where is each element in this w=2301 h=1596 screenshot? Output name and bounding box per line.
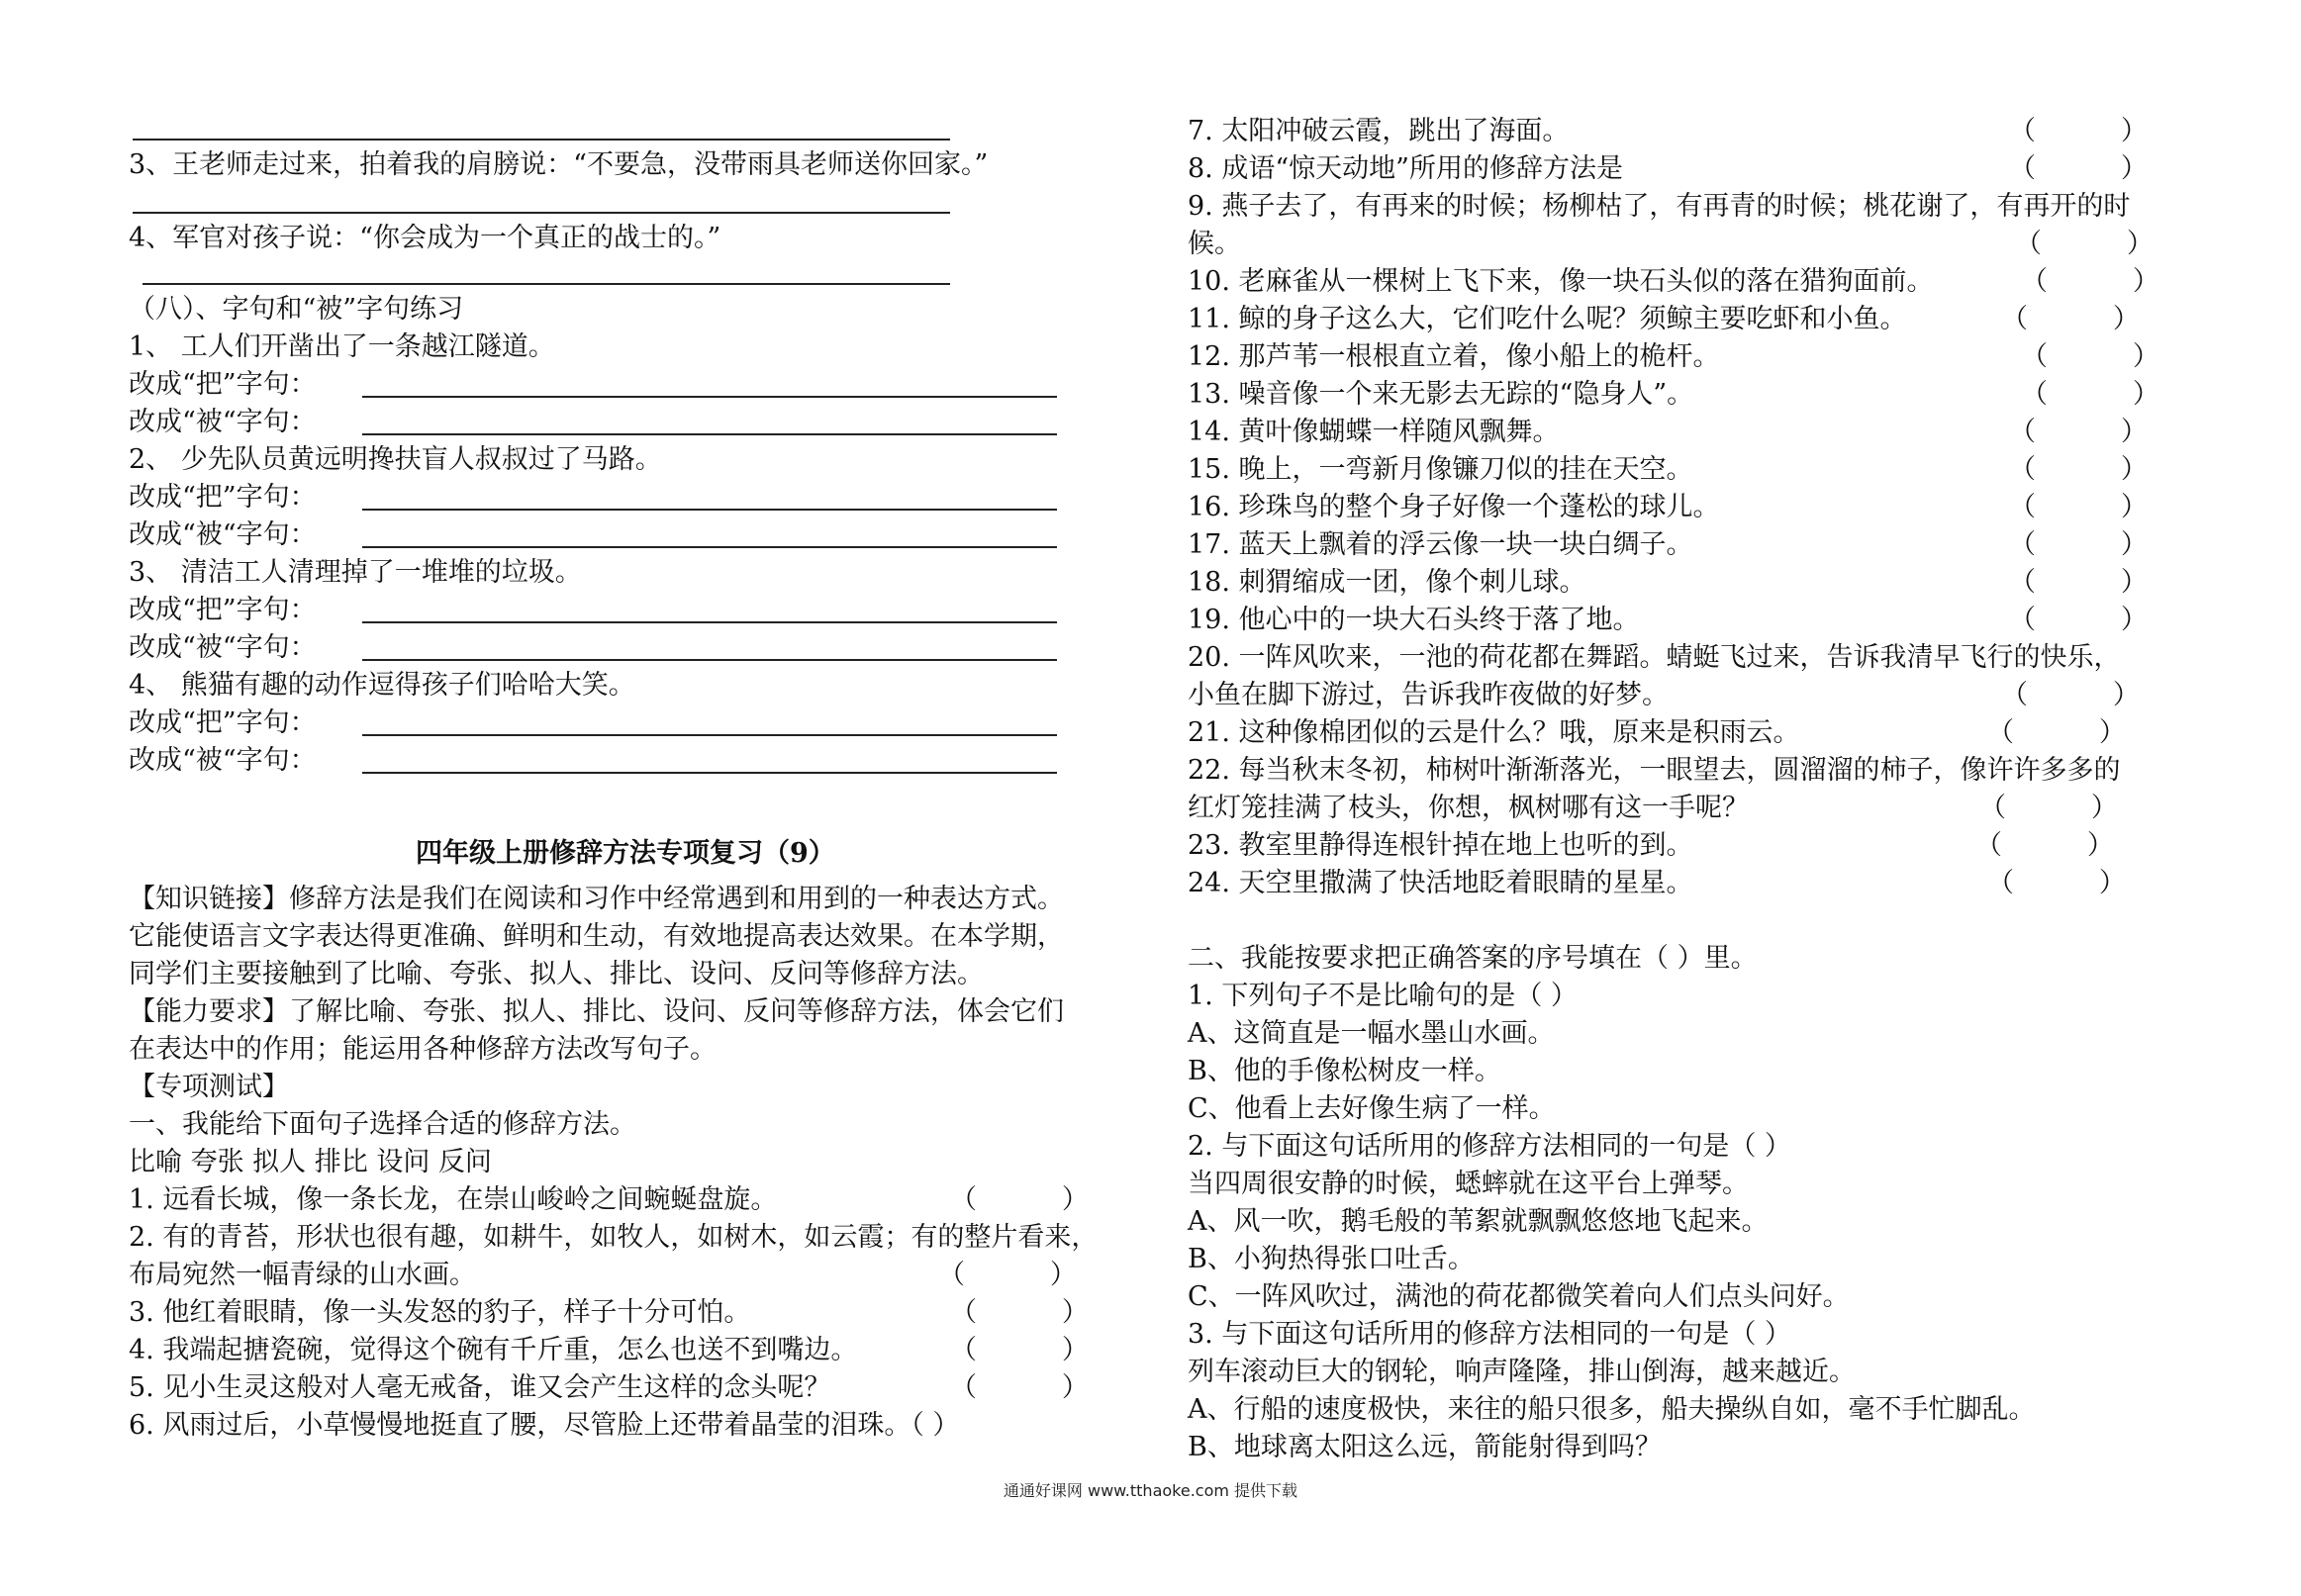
answer-line[interactable]	[133, 212, 950, 214]
question-line: 5. 见小生灵这般对人毫无戒备，谁又会产生这样的念头呢？	[129, 1372, 831, 1403]
section-title: 四年级上册修辞方法专项复习（9）	[416, 838, 835, 869]
text-line: 【能力要求】了解比喻、夸张、拟人、排比、设问、反问等修辞方法，体会它们	[129, 996, 1064, 1027]
option-line: B、地球离太阳这么远，箭能射得到吗？	[1188, 1432, 1662, 1462]
answer-blank[interactable]: （ ）	[2021, 379, 2159, 410]
option-line: B、小狗热得张口吐舌。	[1188, 1244, 1475, 1274]
answer-blank[interactable]: （ ）	[2001, 304, 2140, 334]
question-line: 3. 他红着眼睛，像一头发怒的豹子，样子十分可怕。	[129, 1297, 751, 1328]
question-line: 12. 那芦苇一根根直立着，像小船上的桅杆。	[1188, 341, 1720, 372]
answer-line[interactable]	[362, 734, 1057, 736]
question-line: 15. 晚上，一弯新月像镰刀似的挂在天空。	[1188, 454, 1693, 485]
question-line: 候。	[1188, 229, 1241, 259]
question-line: 20. 一阵风吹来，一池的荷花都在舞蹈。蜻蜓飞过来，告诉我清早飞行的快乐，	[1188, 642, 2121, 673]
answer-blank[interactable]: （ ）	[1987, 717, 2126, 748]
answer-line[interactable]	[362, 433, 1057, 435]
option-line: A、风一吹，鹅毛般的苇絮就飘飘悠悠地飞起来。	[1188, 1206, 1769, 1237]
answer-blank[interactable]: （ ）	[950, 1184, 1089, 1215]
question-line: 6. 风雨过后，小草慢慢地挺直了腰，尽管脸上还带着晶莹的泪珠。（ ）	[129, 1410, 960, 1441]
answer-line[interactable]	[362, 396, 1057, 398]
text-line: 它能使语言文字表达得更准确、鲜明和生动，有效地提高表达效果。在本学期，	[129, 921, 1064, 952]
text-line: 改成“被“字句：	[129, 745, 317, 776]
section-heading: 二、我能按要求把正确答案的序号填在（ ）里。	[1188, 943, 1758, 974]
question-line: 1. 远看长城，像一条长龙，在崇山峻岭之间蜿蜒盘旋。	[129, 1184, 778, 1215]
question-line: 红灯笼挂满了枝头，你想，枫树哪有这一手呢？	[1188, 793, 1749, 823]
answer-blank[interactable]: （ ）	[1979, 793, 2118, 823]
option-line: C、一阵风吹过，满池的荷花都微笑着向人们点头问好。	[1188, 1281, 1850, 1312]
question-line: 22. 每当秋末冬初，柿树叶渐渐落光，一眼望去，圆溜溜的柿子，像许许多多的	[1188, 755, 2121, 786]
question-line: 3. 与下面这句话所用的修辞方法相同的一句是（ ）	[1188, 1319, 1791, 1350]
question-line: 4. 我端起搪瓷碗，觉得这个碗有千斤重，怎么也送不到嘴边。	[129, 1335, 858, 1365]
answer-blank[interactable]: （ ）	[2001, 680, 2140, 710]
question-line: 23. 教室里静得连根针掉在地上也听的到。	[1188, 830, 1693, 861]
answer-blank[interactable]: （ ）	[950, 1335, 1089, 1365]
answer-line[interactable]	[362, 621, 1057, 623]
answer-blank[interactable]: （ ）	[2009, 153, 2148, 184]
text-line: 改成“把”字句：	[129, 369, 317, 400]
answer-blank[interactable]: （ ）	[2009, 116, 2148, 146]
question-line: 布局宛然一幅青绿的山水画。	[129, 1260, 476, 1290]
text-line: 3、王老师走过来，拍着我的肩膀说：“不要急，没带雨具老师送你回家。”	[129, 149, 989, 180]
option-line: C、他看上去好像生病了一样。	[1188, 1093, 1556, 1124]
question-line: 16. 珍珠鸟的整个身子好像一个蓬松的球儿。	[1188, 492, 1720, 522]
answer-line[interactable]	[362, 546, 1057, 548]
option-line: A、这简直是一幅水墨山水画。	[1188, 1018, 1555, 1049]
answer-line[interactable]	[362, 509, 1057, 511]
text-line: 改成“被“字句：	[129, 632, 317, 663]
text-line: 2、 少先队员黄远明搀扶盲人叔叔过了马路。	[129, 444, 662, 475]
question-line: 7. 太阳冲破云霞，跳出了海面。	[1188, 116, 1570, 146]
answer-line[interactable]	[133, 139, 950, 141]
text-line: 改成“被“字句：	[129, 519, 317, 550]
text-line: 4、 熊猫有趣的动作逗得孩子们哈哈大笑。	[129, 670, 635, 701]
text-line: 改成“把”字句：	[129, 595, 317, 625]
question-line: 13. 噪音像一个来无影去无踪的“隐身人”。	[1188, 379, 1694, 410]
question-line: 2. 与下面这句话所用的修辞方法相同的一句是（ ）	[1188, 1131, 1791, 1162]
text-line: 3、 清洁工人清理掉了一堆堆的垃圾。	[129, 557, 582, 588]
text-line: 当四周很安静的时候，蟋蟀就在这平台上弹琴。	[1188, 1169, 1749, 1199]
answer-blank[interactable]: （ ）	[1975, 830, 2114, 861]
footer-credit: 通通好课网 www.tthaoke.com 提供下载	[1003, 1481, 1298, 1500]
question-line: 17. 蓝天上飘着的浮云像一块一块白绸子。	[1188, 529, 1693, 560]
answer-blank[interactable]: （ ）	[938, 1260, 1077, 1290]
answer-blank[interactable]: （ ）	[2009, 454, 2148, 485]
answer-blank[interactable]: （ ）	[2009, 417, 2148, 447]
question-line: 小鱼在脚下游过，告诉我昨夜做的好梦。	[1188, 680, 1669, 710]
text-line: 比喻 夸张 拟人 排比 设问 反问	[129, 1147, 492, 1177]
text-line: 4、军官对孩子说：“你会成为一个真正的战士的。”	[129, 223, 721, 253]
answer-blank[interactable]: （ ）	[2009, 605, 2148, 635]
answer-blank[interactable]: （ ）	[2021, 341, 2159, 372]
text-line: 改成“把”字句：	[129, 707, 317, 738]
text-line: 【知识链接】修辞方法是我们在阅读和习作中经常遇到和用到的一种表达方式。	[129, 884, 1064, 914]
answer-line[interactable]	[143, 283, 950, 285]
question-line: 1. 下列句子不是比喻句的是（ ）	[1188, 981, 1578, 1011]
question-line: 10. 老麻雀从一棵树上飞下来，像一块石头似的落在猎狗面前。	[1188, 266, 1934, 297]
answer-blank[interactable]: （ ）	[2021, 266, 2159, 297]
answer-blank[interactable]: （ ）	[2009, 567, 2148, 598]
text-line: 同学们主要接触到了比喻、夸张、拟人、排比、设问、反问等修辞方法。	[129, 959, 984, 989]
text-line: 一、我能给下面句子选择合适的修辞方法。	[129, 1109, 636, 1140]
question-line: 18. 刺猬缩成一团，像个刺儿球。	[1188, 567, 1586, 598]
question-line: 8. 成语“惊天动地”所用的修辞方法是	[1188, 153, 1623, 184]
text-line: 【专项测试】	[129, 1072, 289, 1102]
question-line: 21. 这种像棉团似的云是什么？哦，原来是积雨云。	[1188, 717, 1800, 748]
question-line: 14. 黄叶像蝴蝶一样随风飘舞。	[1188, 417, 1560, 447]
option-line: A、行船的速度极快，来往的船只很多，船夫操纵自如，毫不手忙脚乱。	[1188, 1394, 2036, 1425]
option-line: B、他的手像松树皮一样。	[1188, 1056, 1501, 1086]
question-line: 2. 有的青苔，形状也很有趣，如耕牛，如牧人，如树木，如云霞；有的整片看来，	[129, 1222, 1099, 1253]
text-line: 列车滚动巨大的钢轮，响声隆隆，排山倒海，越来越近。	[1188, 1357, 1856, 1387]
answer-blank[interactable]: （ ）	[950, 1297, 1089, 1328]
answer-blank[interactable]: （ ）	[950, 1372, 1089, 1403]
answer-line[interactable]	[362, 772, 1057, 774]
answer-blank[interactable]: （ ）	[2015, 229, 2154, 259]
answer-blank[interactable]: （ ）	[2009, 529, 2148, 560]
question-line: 11. 鲸的身子这么大，它们吃什么呢？须鲸主要吃虾和小鱼。	[1188, 304, 1907, 334]
question-line: 9. 燕子去了，有再来的时候；杨柳枯了，有再青的时候；桃花谢了，有再开的时	[1188, 191, 2131, 222]
question-line: 24. 天空里撒满了快活地眨着眼睛的星星。	[1188, 868, 1693, 898]
text-line: 在表达中的作用；能运用各种修辞方法改写句子。	[129, 1034, 717, 1065]
text-line: 1、 工人们开凿出了一条越江隧道。	[129, 331, 555, 362]
answer-blank[interactable]: （ ）	[2009, 492, 2148, 522]
answer-blank[interactable]: （ ）	[1987, 868, 2126, 898]
text-line: 改成“把”字句：	[129, 482, 317, 513]
answer-line[interactable]	[362, 659, 1057, 661]
text-line: 改成“被“字句：	[129, 407, 317, 437]
section-heading: （八）、字句和“被”字句练习	[129, 294, 464, 325]
question-line: 19. 他心中的一块大石头终于落了地。	[1188, 605, 1640, 635]
